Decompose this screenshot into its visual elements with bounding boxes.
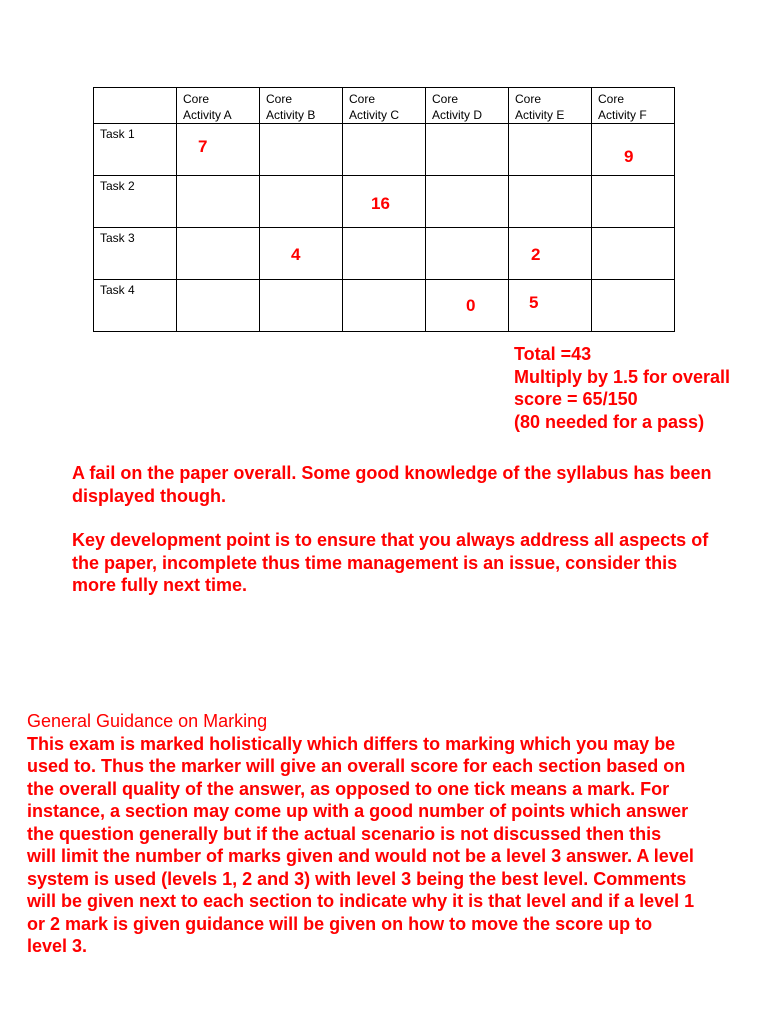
- mark-value: 4: [291, 245, 301, 264]
- column-header: Core Activity E: [509, 88, 592, 124]
- guidance-title: General Guidance on Marking: [27, 711, 268, 731]
- table-cell: [509, 280, 592, 332]
- row-header: Task 1: [94, 124, 177, 176]
- table-cell: [592, 228, 675, 280]
- table-row: [94, 124, 675, 176]
- row-header: Task 2: [94, 176, 177, 228]
- table-cell: [426, 176, 509, 228]
- table-cell: [426, 124, 509, 176]
- mark-value: 7: [198, 137, 208, 156]
- column-header: Core Activity F: [592, 88, 675, 124]
- table-cell: [177, 280, 260, 332]
- table-cell: [592, 124, 675, 176]
- guidance-body: This exam is marked holistically which differs to marking which you may be used to. Thus the marker will give an overall score for each section based on the overall quality of the answer, as opposed to one tick means a mark. For instance, a section may come up with a good number of points which answer the question generally but if the actual scenario is not discussed then this will limit the number of marks given and would not be a level 3 answer. A level system is used (levels 1, 2 and 3) with level 3 being the best level. Comments will be given next to each section to indicate why it is that level and if a level 1 or 2 mark is given guidance will be given on how to move the score up to level 3.: [27, 733, 695, 956]
- table-cell: [260, 124, 343, 176]
- mark-value: 16: [371, 194, 390, 213]
- column-header: Core Activity C: [343, 88, 426, 124]
- marking-guidance: [27, 710, 695, 958]
- total-line: Total =43: [514, 344, 592, 364]
- table-cell: [509, 176, 592, 228]
- table-row: [94, 280, 675, 332]
- feedback-comments: [72, 462, 712, 619]
- table-cell: [177, 228, 260, 280]
- column-header: Core Activity D: [426, 88, 509, 124]
- table-cell: [509, 228, 592, 280]
- table-cell: [260, 280, 343, 332]
- column-header: Core Activity A: [177, 88, 260, 124]
- table-cell: [177, 176, 260, 228]
- column-header: Core Activity B: [260, 88, 343, 124]
- table-cell: [592, 176, 675, 228]
- table-cell: [260, 228, 343, 280]
- marks-table: [93, 87, 675, 332]
- table-cell: [177, 124, 260, 176]
- table-cell: [592, 280, 675, 332]
- table-cell: [343, 176, 426, 228]
- table-cell: [260, 176, 343, 228]
- pass-threshold-line: (80 needed for a pass): [514, 411, 705, 432]
- table-header-row: [94, 88, 675, 124]
- table-cell: [343, 280, 426, 332]
- feedback-paragraph: A fail on the paper overall. Some good knowledge of the syllabus has been displayed though.: [72, 463, 712, 506]
- mark-value: 9: [624, 147, 634, 166]
- row-header: Task 3: [94, 228, 177, 280]
- score-line: score = 65/150: [514, 389, 638, 409]
- table-cell: [343, 228, 426, 280]
- multiply-line: Multiply by 1.5 for overall: [514, 366, 731, 387]
- total-score-note: [514, 343, 730, 433]
- mark-value: 5: [529, 293, 539, 312]
- table-cell: [509, 124, 592, 176]
- mark-value: 0: [466, 296, 476, 315]
- corner-cell: [94, 88, 177, 124]
- table-row: [94, 228, 675, 280]
- table-cell: [426, 280, 509, 332]
- table-row: [94, 176, 675, 228]
- mark-value: 2: [531, 245, 541, 264]
- table-cell: [426, 228, 509, 280]
- table-cell: [343, 124, 426, 176]
- row-header: Task 4: [94, 280, 177, 332]
- feedback-paragraph: Key development point is to ensure that you always address all aspects of the paper, incomplete thus time management is an issue, consider this more fully next time.: [72, 530, 709, 595]
